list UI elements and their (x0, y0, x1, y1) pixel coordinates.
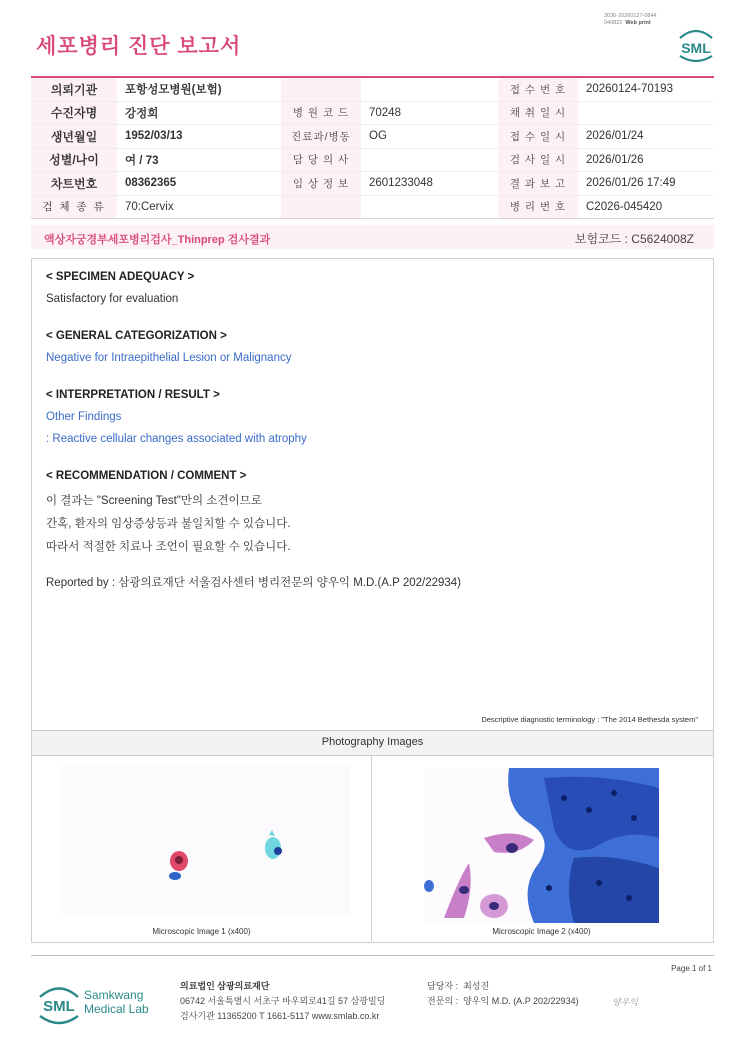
recommendation-line3: 따라서 적절한 치료나 조언이 필요할 수 있습니다. (46, 541, 291, 553)
info-value: 포항성모병원(보험) (117, 77, 281, 101)
test-name: 액상자궁경부세포병리검사_Thinprep 검사결과 (44, 234, 271, 246)
category-heading: < GENERAL CATEGORIZATION > (46, 330, 227, 342)
info-value: 08362365 (117, 172, 281, 196)
footer-pathologist-label: 전문의 : (427, 996, 459, 1006)
footer-lab-name (84, 988, 149, 1016)
info-label-3: 채 취 일 시 (498, 101, 578, 125)
info-value-2: OG (361, 125, 498, 149)
info-label: 수진자명 (31, 101, 117, 125)
photo-divider (371, 755, 372, 941)
info-value-2 (361, 148, 498, 172)
info-label-3: 접 수 일 시 (498, 125, 578, 149)
print-id-line2: 040822 (604, 20, 623, 26)
info-label-3: 접 수 번 호 (498, 77, 578, 101)
info-label: 검 체 종 류 (31, 195, 117, 219)
info-value-3: C2026-045420 (578, 195, 714, 219)
info-value-2 (361, 195, 498, 219)
info-value-3: 2026/01/24 (578, 125, 714, 149)
info-label: 성별/나이 (31, 148, 117, 172)
info-value-3: 2026/01/26 (578, 148, 714, 172)
info-label: 차트번호 (31, 172, 117, 196)
footer-logo-text: SML (43, 998, 75, 1015)
print-id-line2-wrap (604, 20, 684, 27)
info-value-3 (578, 101, 714, 125)
info-value-3: 2026/01/26 17:49 (578, 172, 714, 196)
info-value-2 (361, 77, 498, 101)
terminology-note: Descriptive diagnostic terminology : "The 2014 Bethesda system" (481, 715, 698, 724)
info-label-2: 진료과/병동 (281, 125, 361, 149)
footer-divider (31, 955, 714, 956)
footer-staff-block (427, 979, 579, 1009)
recommendation-heading: < RECOMMENDATION / COMMENT > (46, 470, 247, 482)
interpretation-line2: : Reactive cellular changes associated with atrophy (46, 433, 307, 445)
footer-lab-name-line1: Samkwang (84, 988, 144, 1002)
insurance-code: 보험코드 : C5624008Z (574, 232, 694, 246)
print-type: Web print (625, 20, 651, 26)
info-value-3: 20260124-70193 (578, 77, 714, 101)
microscopic-image-1 (60, 765, 350, 915)
info-value: 70:Cervix (117, 195, 281, 219)
recommendation-line1: 이 결과는 "Screening Test"만의 소견이므로 (46, 495, 262, 507)
print-id-line1: 3036-20260127-0844 (604, 13, 657, 19)
photo-caption-2: Microscopic Image 2 (x400) (492, 927, 591, 936)
photo-title: Photography Images (321, 736, 424, 748)
info-label-3: 병 리 번 호 (498, 195, 578, 219)
footer-sml-logo-icon (36, 980, 82, 1026)
pathologist-signature: 양우익 (612, 998, 639, 1008)
info-label-3: 검 사 일 시 (498, 148, 578, 172)
sml-logo-text: SML (681, 40, 711, 56)
reported-by: Reported by : 삼광의료재단 서울검사센터 병리전문의 양우익 M.D.(A.P 202/22934) (46, 577, 462, 589)
patient-info-table (31, 76, 714, 219)
info-value: 1952/03/13 (117, 125, 281, 149)
footer-contact: 검사기관 11365200 T 1661-5117 www.smlab.co.kr (180, 1011, 380, 1021)
info-row (31, 101, 714, 125)
page-number: Page 1 of 1 (671, 964, 712, 973)
info-label-2: 임 상 정 보 (281, 172, 361, 196)
info-label: 생년월일 (31, 125, 117, 149)
info-label-3: 결 과 보 고 (498, 172, 578, 196)
sml-logo-icon (676, 26, 716, 62)
info-value: 강정희 (117, 101, 281, 125)
footer-staff-name: 최성진 (463, 981, 490, 991)
info-row (31, 172, 714, 196)
info-value-2: 70248 (361, 101, 498, 125)
interpretation-heading: < INTERPRETATION / RESULT > (46, 389, 220, 401)
info-label-2 (281, 77, 361, 101)
footer-pathologist-name: 양우익 M.D. (A.P 202/22934) (463, 996, 579, 1006)
footer-address: 06742 서울특별시 서초구 바우뫼로41길 57 삼광빌딩 (180, 996, 386, 1006)
recommendation-line2: 간혹, 환자의 임상증상등과 불일치할 수 있습니다. (46, 518, 291, 530)
info-label-2: 담 당 의 사 (281, 148, 361, 172)
info-label: 의뢰기관 (31, 77, 117, 101)
photo-caption-1: Microscopic Image 1 (x400) (152, 927, 251, 936)
info-row (31, 125, 714, 149)
adequacy-text: Satisfactory for evaluation (46, 293, 179, 305)
footer-address-block (180, 979, 385, 1024)
info-row (31, 77, 714, 101)
footer-org: 의료법인 삼광의료재단 (180, 981, 270, 991)
footer-staff-label: 담당자 : (427, 981, 459, 991)
info-row (31, 148, 714, 172)
print-id (604, 13, 684, 27)
category-text: Negative for Intraepithelial Lesion or Malignancy (46, 352, 292, 364)
adequacy-heading: < SPECIMEN ADEQUACY > (46, 271, 195, 283)
footer-lab-name-line2: Medical Lab (84, 1002, 149, 1016)
microscopic-image-2 (424, 768, 659, 923)
info-label-2: 병 원 코 드 (281, 101, 361, 125)
info-value: 여 / 73 (117, 148, 281, 172)
info-label-2 (281, 195, 361, 219)
report-title: 세포병리 진단 보고서 (36, 35, 242, 58)
info-value-2: 2601233048 (361, 172, 498, 196)
info-row (31, 195, 714, 219)
interpretation-line1: Other Findings (46, 411, 122, 423)
